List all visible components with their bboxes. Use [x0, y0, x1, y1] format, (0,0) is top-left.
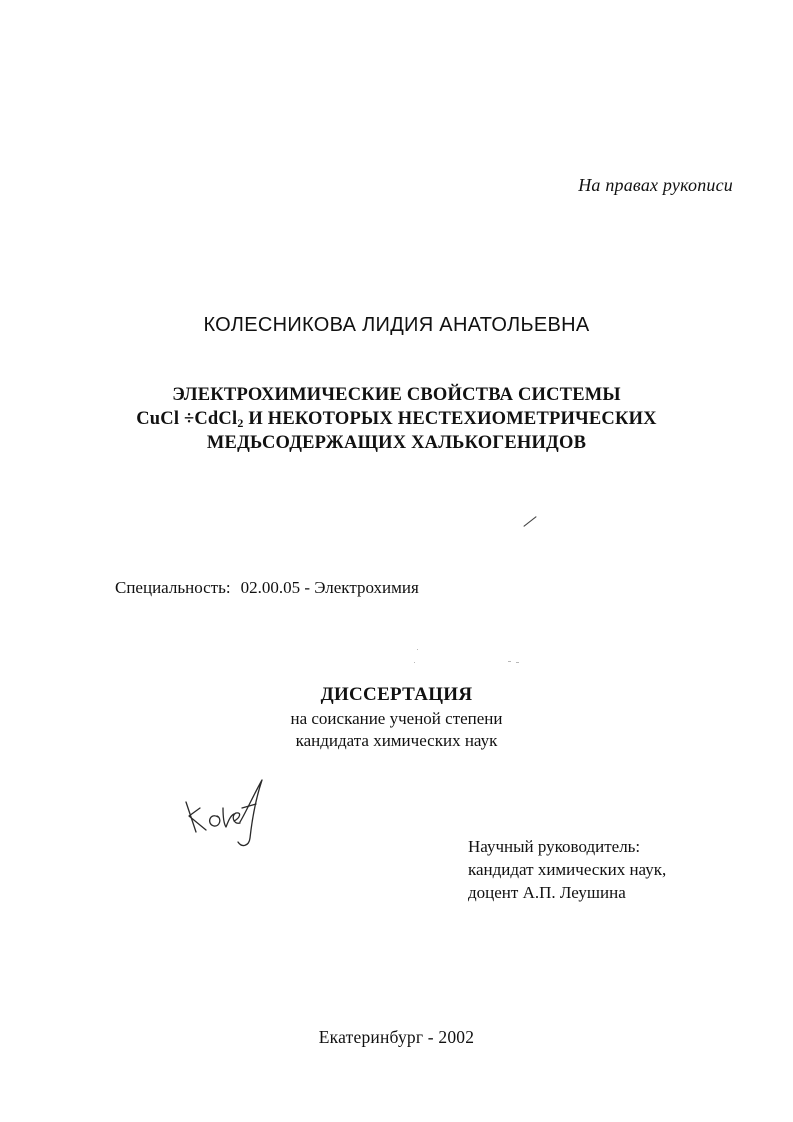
pen-mark — [523, 516, 536, 527]
signature-stroke — [233, 813, 240, 823]
dissertation-degree — [0, 708, 793, 752]
scan-speck — [414, 662, 415, 663]
scientific-advisor — [468, 835, 666, 904]
advisor-line-3: доцент А.П. Леушина — [468, 883, 626, 902]
scan-speck — [516, 662, 519, 663]
specialty-line — [115, 578, 419, 598]
title-line-3: МЕДЬСОДЕРЖАЩИХ ХАЛЬКОГЕНИДОВ — [206, 433, 587, 453]
title-line-1: ЭЛЕКТРОХИМИЧЕСКИЕ СВОЙСТВА СИСТЕМЫ — [172, 385, 621, 405]
degree-line-2: кандидата химических наук — [295, 731, 498, 750]
scan-speck — [508, 661, 511, 662]
city-year: Екатеринбург - 2002 — [318, 1027, 475, 1047]
specialty-code: 02.00.05 - Электрохимия — [240, 578, 419, 597]
signature-stroke — [223, 808, 234, 827]
title-formula-subscript: 2 — [237, 416, 244, 430]
signature-stroke — [210, 816, 220, 826]
dissertation-heading: ДИССЕРТАЦИЯ — [320, 684, 473, 705]
degree-line-1: на соискание ученой степени — [290, 709, 503, 728]
specialty-label: Специальность: — [115, 578, 231, 597]
author-name: КОЛЕСНИКОВА ЛИДИЯ АНАТОЛЬЕВНА — [203, 314, 590, 336]
handwritten-signature — [176, 772, 276, 852]
dissertation-title — [0, 383, 793, 455]
title-line-2-rest: И НЕКОТОРЫХ НЕСТЕХИОМЕТРИЧЕСКИХ — [243, 409, 657, 429]
advisor-line-2: кандидат химических наук, — [468, 860, 667, 879]
signature-stroke — [238, 780, 262, 845]
scan-speck — [417, 649, 418, 650]
rights-note: На правах рукописи — [578, 175, 733, 195]
title-formula: CuCl ÷CdCl — [136, 409, 238, 429]
title-line-2 — [0, 407, 793, 431]
advisor-line-1: Научный руководитель: — [468, 837, 641, 856]
